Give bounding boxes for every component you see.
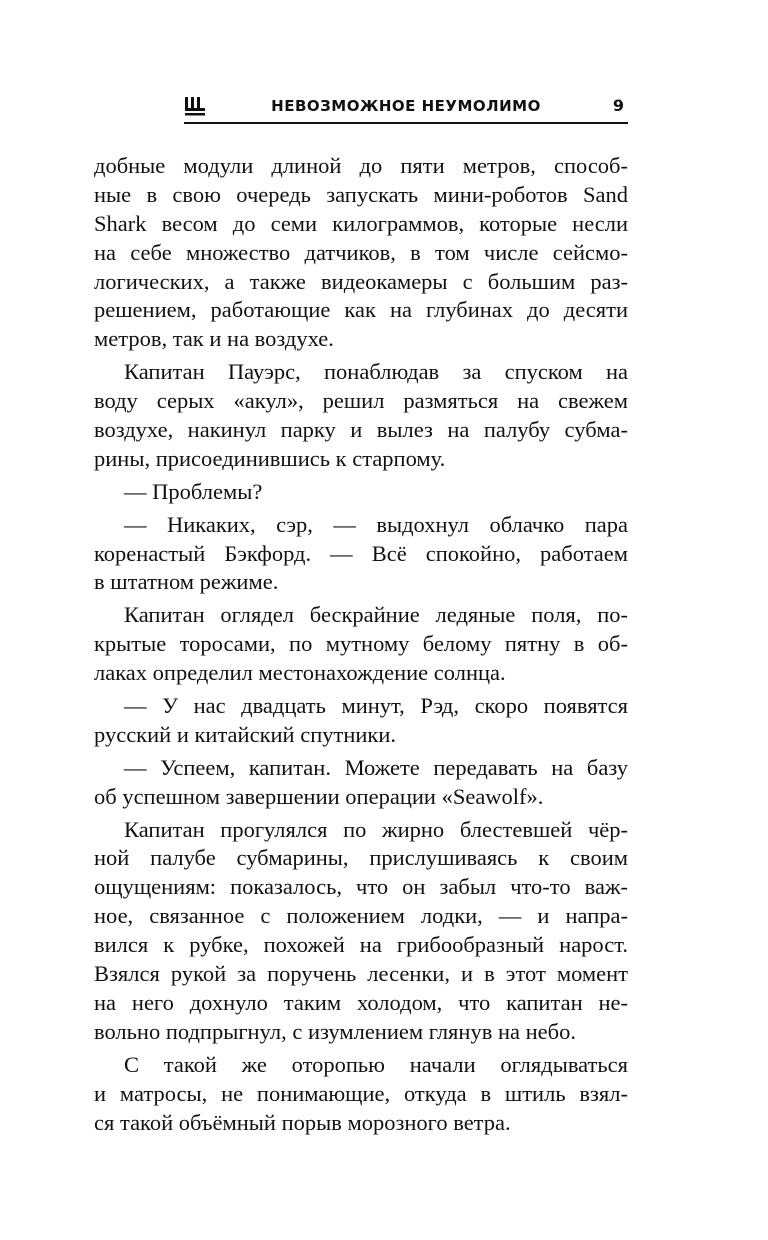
text-line: рины, присоединившись к старпому.	[94, 445, 446, 471]
text-line: С такой же оторопью начали оглядываться	[124, 1051, 628, 1077]
paragraph	[94, 478, 628, 507]
text-line: на себе множество датчиков, в том числе сейсмо-	[94, 239, 628, 265]
text-line: метров, так и на воздухе.	[94, 326, 334, 352]
text-line: крытые торосами, по мутному белому пятну в об-	[94, 631, 628, 657]
text-line: — Успеем, капитан. Можете передавать на базу	[124, 754, 628, 780]
running-header	[184, 92, 628, 124]
text-line: ощущениям: показалось, что он забыл что-то важ-	[94, 874, 628, 900]
paragraph	[94, 1051, 628, 1138]
text-line: воду серых «акул», решил размяться на свежем	[94, 388, 628, 414]
text-line: — Никаких, сэр, — выдохнул облачко пара	[124, 511, 628, 537]
text-line: на него дохнуло таким холодом, что капитан не-	[94, 989, 628, 1015]
paragraph	[94, 358, 628, 474]
text-line: ся такой объёмный порыв морозного ветра.	[94, 1109, 511, 1135]
text-line: Shark весом до семи килограммов, которые несли	[94, 210, 628, 236]
text-line: — Проблемы?	[124, 478, 263, 504]
paragraph	[94, 754, 628, 812]
text-line: об успешном завершении операции «Seawolf».	[94, 783, 544, 809]
text-line: — У нас двадцать минут, Рэд, скоро появятся	[124, 693, 628, 719]
text-line: в штатном режиме.	[94, 569, 279, 595]
text-line: ные в свою очередь запускать мини-роботов Sand	[94, 181, 628, 207]
text-line: коренастый Бэкфорд. — Всё спокойно, работаем	[94, 540, 628, 566]
text-line: лаках определил местонахождение солнца.	[94, 660, 506, 686]
body-text	[94, 152, 628, 1137]
paragraph	[94, 511, 628, 598]
text-line: решением, работающие как на глубинах до десяти	[94, 297, 628, 323]
paragraph	[94, 152, 628, 354]
paragraph	[94, 692, 628, 750]
running-title: НЕВОЗМОЖНОЕ НЕУМОЛИМО	[271, 97, 541, 115]
text-line: Капитан оглядел бескрайние ледяные поля, по-	[124, 602, 628, 628]
text-line: ное, связанное с положением лодки, — и напра-	[94, 903, 628, 929]
paragraph	[94, 601, 628, 688]
text-line: Взялся рукой за поручень лесенки, и в этот момент	[94, 961, 628, 987]
text-line: логических, а также видеокамеры с большим раз-	[94, 268, 628, 294]
text-line: Капитан прогулялся по жирно блестевшей чёр-	[124, 816, 628, 842]
text-line: воздухе, накинул парку и вылез на палубу субма-	[94, 417, 628, 443]
text-line: вольно подпрыгнул, с изумлением глянув на небо.	[94, 1018, 576, 1044]
text-line: и матросы, не понимающие, откуда в штиль взял-	[94, 1080, 628, 1106]
text-line: вился к рубке, похожей на грибообразный нарост.	[94, 932, 628, 958]
page-number: 9	[612, 96, 624, 115]
text-line: ной палубе субмарины, прислушиваясь к своим	[94, 845, 628, 871]
paragraph	[94, 816, 628, 1047]
text-line: добные модули длиной до пяти метров, способ-	[94, 153, 628, 178]
text-line: Капитан Пауэрс, понаблюдав за спуском на	[124, 359, 628, 385]
text-line: русский и китайский спутники.	[94, 721, 397, 747]
